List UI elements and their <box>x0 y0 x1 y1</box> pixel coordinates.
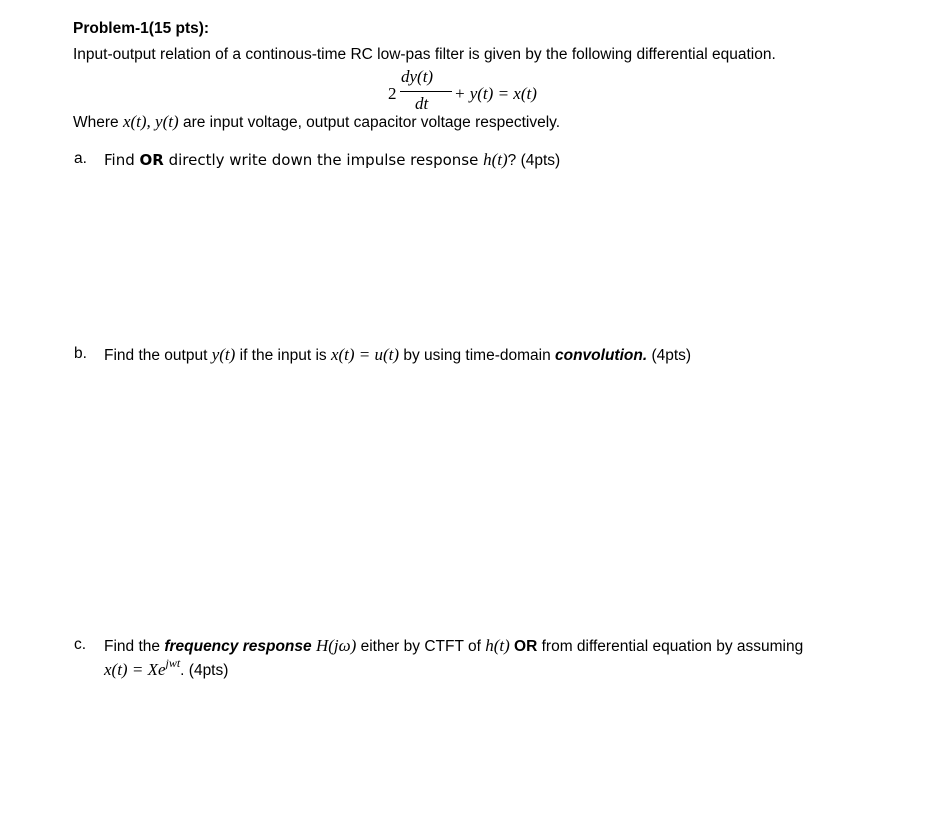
qa-text3: ? (4pts) <box>507 152 561 169</box>
where-suffix: are input voltage, output capacitor voltage respectively. <box>178 114 561 131</box>
question-a-text <box>104 150 560 170</box>
qb-var1: y(t) <box>211 345 236 364</box>
question-c-text-line2 <box>104 655 229 680</box>
qa-text1: Find <box>104 151 140 169</box>
qb-bold-italic: convolution. <box>555 347 648 364</box>
problem-intro: Input-output relation of a continous-time RC low-pas filter is given by the following differential equation. <box>73 46 776 63</box>
qa-var: h(t) <box>483 150 508 169</box>
qc-text3: either by CTFT of <box>356 638 486 655</box>
fraction-bar <box>400 91 452 92</box>
question-c-label: c. <box>74 636 87 653</box>
qc-line2-text: . (4pts) <box>180 662 229 679</box>
qb-text2: if the input is <box>235 347 331 364</box>
qc-bold-italic: frequency response <box>164 638 312 655</box>
qb-text3: by using time-domain <box>399 347 555 364</box>
where-prefix: Where <box>73 114 123 131</box>
question-a-label: a. <box>74 150 87 167</box>
question-c-text <box>104 636 803 656</box>
problem-title: Problem-1(15 pts): <box>73 20 210 37</box>
where-vars: x(t), y(t) <box>122 112 179 131</box>
equation-rest: + y(t) = x(t) <box>454 84 537 103</box>
qb-var2: x(t) = u(t) <box>330 345 400 364</box>
equation-numerator: dy(t) <box>401 67 434 86</box>
equation-coefficient: 2 <box>388 84 397 103</box>
qc-var2: h(t) <box>485 636 510 655</box>
question-b-label: b. <box>74 345 87 362</box>
qc-line2-var: x(t) = Xe <box>104 660 166 679</box>
qc-line2-sup: jwt <box>165 655 181 670</box>
qc-text1: Find the <box>104 638 165 655</box>
qc-var1: H(jω) <box>315 636 357 655</box>
question-b-text <box>104 345 691 365</box>
qa-text2: directly write down the impulse response <box>163 151 484 169</box>
qb-text1: Find the output <box>104 347 212 364</box>
qc-bold: OR <box>514 638 538 655</box>
qb-text4: (4pts) <box>647 347 692 364</box>
where-line <box>73 112 560 132</box>
qc-text5: from differential equation by assuming <box>537 638 804 655</box>
qa-bold: OR <box>139 151 164 169</box>
equation-denominator: dt <box>415 94 429 113</box>
